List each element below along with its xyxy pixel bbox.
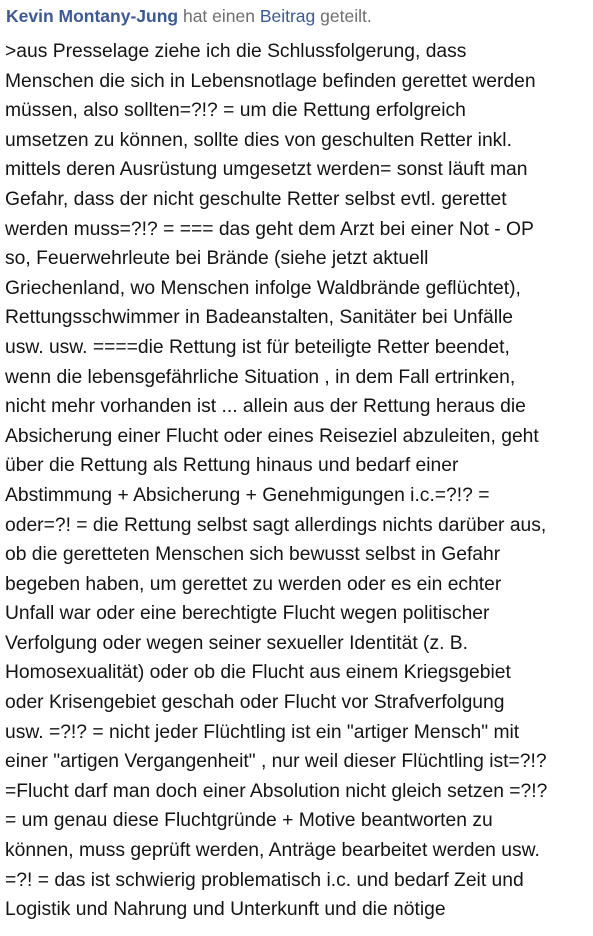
post-text-line: =?! = das ist schwierig problematisch i.c. und bedarf Zeit und [5, 869, 524, 891]
header-text-after-link: geteilt. [315, 6, 372, 26]
post-text-line: Griechenland, wo Menschen infolge Waldbrände geflüchtet), [5, 277, 521, 299]
post-text-line: über die Rettung als Rettung hinaus und bedarf einer [5, 455, 459, 477]
post-text-line: umsetzen zu können, sollte dies von geschulten Retter inkl. [5, 129, 512, 151]
post-text-line: wenn die lebensgefährliche Situation , in dem Fall ertrinken, [5, 366, 516, 388]
post-text-line: einer "artigen Vergangenheit" , nur weil dieser Flüchtling ist=?!? [5, 751, 547, 773]
post-body [5, 37, 590, 925]
post-text-line: >aus Presselage ziehe ich die Schlussfolgerung, dass [5, 41, 467, 62]
post-text-line: Menschen die sich in Lebensnotlage befinden gerettet werden [5, 70, 536, 92]
post-text-line: Unfall war oder eine berechtigte Flucht wegen politischer [5, 603, 490, 625]
post-text-line: oder=?! = die Rettung selbst sagt allerdings nichts darüber aus, [5, 514, 547, 536]
post-link[interactable]: Beitrag [259, 6, 316, 26]
post-text-line: mittels deren Ausrüstung umgesetzt werden= sonst läuft man [5, 159, 528, 181]
post-text-line: =Flucht darf man doch einer Absolution nicht gleich setzen =?!? [5, 780, 548, 802]
header-text-before-link: hat einen [178, 6, 260, 26]
post-text-line: nicht mehr vorhanden ist ... allein aus der Rettung heraus die [5, 396, 526, 418]
post-text-line: werden muss=?!? = === das geht dem Arzt bei einer Not - OP [5, 218, 534, 240]
post-text-line: usw. usw. ====die Rettung ist für beteiligte Retter beendet, [5, 336, 510, 358]
post-header [6, 3, 372, 29]
post-text-line: Verfolgung oder wegen seiner sexueller Identität (z. B. [5, 632, 469, 654]
post-text-line: oder Krisengebiet geschah oder Flucht vor Strafverfolgung [5, 692, 505, 714]
post-text-line: begeben haben, um gerettet zu werden oder es ein echter [5, 573, 502, 595]
post-text-line: können, muss geprüft werden, Anträge bearbeitet werden usw. [5, 840, 540, 862]
post-text-line: Gefahr, dass der nicht geschulte Retter selbst evtl. gerettet [5, 188, 507, 210]
post-text-line: = um genau diese Fluchtgründe + Motive beantworten zu [5, 810, 493, 832]
post-text-line: Abstimmung + Absicherung + Genehmigungen i.c.=?!? = [5, 484, 490, 506]
post-text-line: Homosexualität) oder ob die Flucht aus einem Kriegsgebiet [5, 662, 511, 684]
post-text-line: müssen, also sollten=?!? = um die Rettung erfolgreich [5, 100, 466, 122]
post-text-line: Logistik und Nahrung und Unterkunft und die nötige [5, 899, 446, 921]
post-text-line: so, Feuerwehrleute bei Brände (siehe jetzt aktuell [5, 248, 429, 270]
post-text-line: usw. =?!? = nicht jeder Flüchtling ist ein "artiger Mensch" mit [5, 721, 520, 743]
post-text-line: ob die geretteten Menschen sich bewusst selbst in Gefahr [5, 544, 501, 566]
author-name-link[interactable]: Kevin Montany-Jung [6, 6, 179, 26]
post-text-line: Rettungsschwimmer in Badeanstalten, Sanitäter bei Unfälle [5, 307, 514, 329]
post-text-line: Absicherung einer Flucht oder eines Reiseziel abzuleiten, geht [5, 425, 539, 447]
